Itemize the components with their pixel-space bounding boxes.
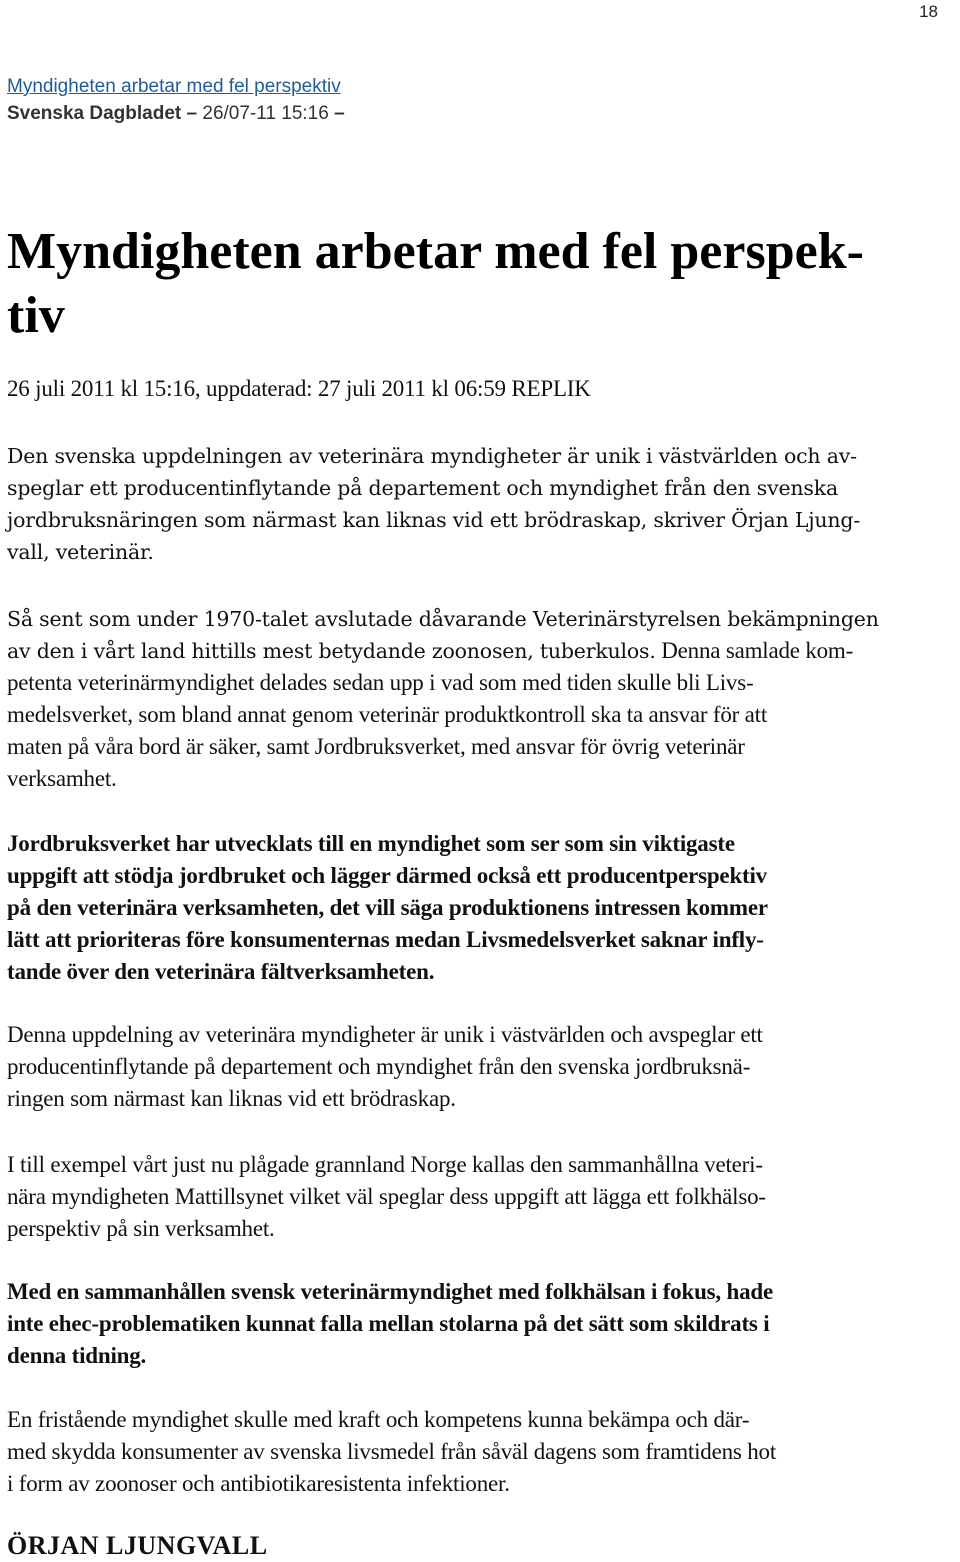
bold-paragraph-2 bbox=[7, 1276, 957, 1372]
headline-line: tiv bbox=[7, 287, 65, 344]
body-line: petenta veterinärmyndighet delades sedan upp i vad som med tiden skulle bli Livs- bbox=[7, 670, 754, 695]
bold-line: Jordbruksverket har utvecklats till en myndighet som ser som sin viktigaste bbox=[7, 831, 735, 856]
bold-paragraph-1 bbox=[7, 828, 957, 988]
article-headline bbox=[7, 220, 937, 348]
bold-line: inte ehec-problematiken kunnat falla mellan stolarna på det sätt som skildrats i bbox=[7, 1311, 770, 1336]
body-line: i form av zoonoser och antibiotikaresistenta infektioner. bbox=[7, 1471, 510, 1496]
source-trailing-dash: – bbox=[334, 103, 345, 124]
body-paragraph-4 bbox=[7, 1404, 957, 1500]
body-line: producentinflytande på departement och myndighet från den svenska jordbruksnä- bbox=[7, 1054, 751, 1079]
bold-line: Med en sammanhållen svensk veterinärmyndighet med folkhälsan i fokus, hade bbox=[7, 1279, 773, 1304]
source-meta bbox=[7, 103, 345, 125]
source-article-link[interactable]: Myndigheten arbetar med fel perspektiv bbox=[7, 76, 341, 97]
bold-line: uppgift att stödja jordbruket och lägger därmed också ett producentperspektiv bbox=[7, 863, 767, 888]
source-dash: – bbox=[186, 103, 198, 124]
source-datetime: 26/07-11 15:16 bbox=[202, 103, 329, 124]
headline-line: Myndigheten arbetar med fel perspek- bbox=[7, 223, 864, 280]
body-line: En fristående myndighet skulle med kraft och kompetens kunna bekämpa och där- bbox=[7, 1407, 750, 1432]
intro-tail: Denna samlade kom- bbox=[655, 638, 854, 663]
body-line: I till exempel vårt just nu plågade grannland Norge kallas den sammanhållna veteri- bbox=[7, 1152, 763, 1177]
body-line: Denna uppdelning av veterinära myndigheter är unik i västvärlden och avspeglar ett bbox=[7, 1022, 763, 1047]
body-line: perspektiv på sin verksamhet. bbox=[7, 1216, 275, 1241]
bold-line: på den veterinära verksamheten, det vill säga produktionens intressen kommer bbox=[7, 895, 768, 920]
intro-line bbox=[7, 635, 957, 667]
article-dateline: 26 juli 2011 kl 15:16, uppdaterad: 27 juli 2011 kl 06:59 REPLIK bbox=[7, 376, 591, 401]
author-signature: ÖRJAN LJUNGVALL bbox=[7, 1531, 268, 1560]
lead-line: vall, veterinär. bbox=[7, 540, 154, 564]
body-line: med skydda konsumenter av svenska livsmedel från såväl dagens som framtidens hot bbox=[7, 1439, 777, 1464]
bold-line: lätt att prioriteras före konsumenternas medan Livsmedelsverket saknar infly- bbox=[7, 927, 764, 952]
body-line: nära myndigheten Mattillsynet vilket väl speglar dess uppgift att lägga ett folkhälso- bbox=[7, 1184, 766, 1209]
article-body-intro bbox=[7, 603, 957, 795]
body-line: ringen som närmast kan liknas vid ett brödraskap. bbox=[7, 1086, 456, 1111]
article-lead bbox=[7, 440, 957, 568]
source-publication: Svenska Dagbladet bbox=[7, 103, 182, 124]
body-paragraph-1 bbox=[7, 667, 957, 795]
bold-line: tande över den veterinära fältverksamheten. bbox=[7, 959, 435, 984]
bold-line: denna tidning. bbox=[7, 1343, 147, 1368]
lead-line: Den svenska uppdelningen av veterinära myndigheter är unik i västvärlden och av- bbox=[7, 444, 857, 468]
body-line: verksamhet. bbox=[7, 766, 117, 791]
intro-text: av den i vårt land hittills mest betydande zoonosen, tuberkulos. bbox=[7, 639, 656, 663]
body-line: medelsverket, som bland annat genom veterinär produktkontroll ska ta ansvar för att bbox=[7, 702, 768, 727]
page-number: 18 bbox=[919, 2, 938, 21]
body-paragraph-2 bbox=[7, 1019, 957, 1115]
lead-line: speglar ett producentinflytande på departement och myndighet från den svenska bbox=[7, 476, 838, 500]
body-line: maten på våra bord är säker, samt Jordbruksverket, med ansvar för övrig veterinär bbox=[7, 734, 745, 759]
intro-line: Så sent som under 1970-talet avslutade dåvarande Veterinärstyrelsen bekämpningen bbox=[7, 607, 879, 631]
body-paragraph-3 bbox=[7, 1149, 957, 1245]
lead-line: jordbruksnäringen som närmast kan liknas vid ett brödraskap, skriver Örjan Ljung- bbox=[7, 508, 861, 532]
